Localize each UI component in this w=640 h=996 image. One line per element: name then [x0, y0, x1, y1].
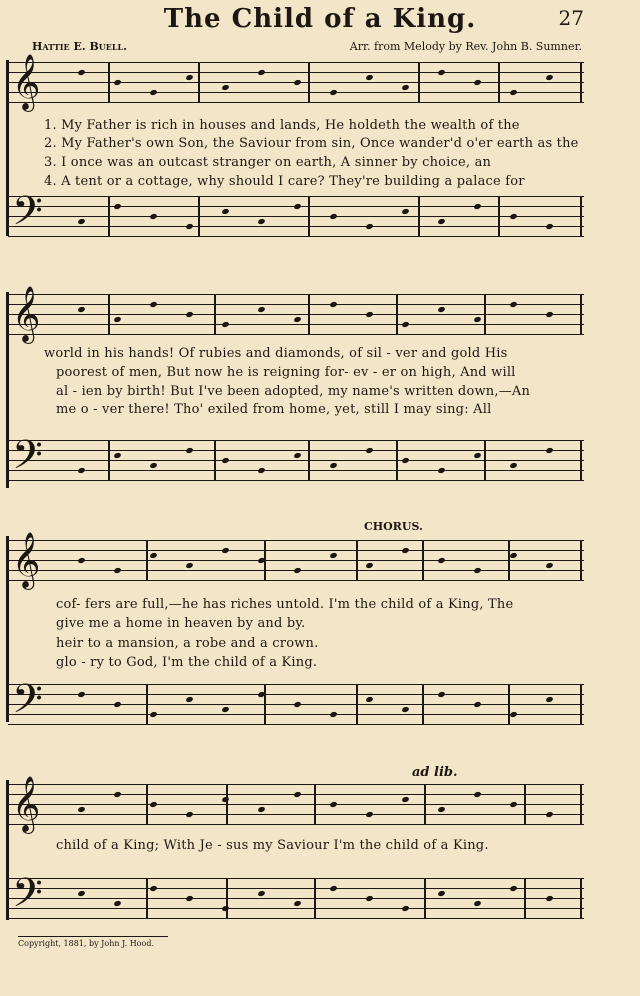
notehead: [293, 701, 301, 708]
notehead: [545, 895, 553, 902]
lyric-line: 3. I once was an outcast stranger on earth, A sinner by choice, an: [44, 155, 492, 170]
notehead: [365, 447, 373, 454]
notehead: [113, 567, 121, 574]
notehead: [113, 316, 121, 323]
notehead: [113, 791, 121, 798]
notehead: [365, 562, 373, 569]
notehead: [437, 806, 445, 813]
notehead: [257, 890, 265, 897]
notehead: [329, 885, 337, 892]
notehead: [221, 321, 229, 328]
notehead: [473, 316, 481, 323]
notehead: [257, 467, 265, 474]
notehead: [221, 796, 229, 803]
notehead: [149, 301, 157, 308]
notehead: [545, 811, 553, 818]
notehead: [437, 557, 445, 564]
bass-clef-icon: 𝄢: [12, 432, 43, 488]
notehead: [401, 706, 409, 713]
notehead: [329, 213, 337, 220]
notehead: [437, 691, 445, 698]
notehead: [77, 691, 85, 698]
ad-lib-marking: ad lib.: [412, 765, 458, 780]
notehead: [221, 84, 229, 91]
notehead: [401, 547, 409, 554]
notehead: [113, 900, 121, 907]
notehead: [329, 801, 337, 808]
notehead: [365, 696, 373, 703]
notehead: [149, 552, 157, 559]
notehead: [293, 791, 301, 798]
treble-clef-icon: 𝄞: [12, 532, 41, 588]
notehead: [509, 89, 517, 96]
notehead: [509, 552, 517, 559]
bass-staff: [8, 870, 584, 926]
notehead: [437, 69, 445, 76]
notehead: [185, 447, 193, 454]
treble-staff: [8, 286, 584, 342]
notehead: [401, 796, 409, 803]
notehead: [473, 701, 481, 708]
notehead: [545, 74, 553, 81]
lyric-line: world in his hands! Of rubies and diamonds, of sil - ver and gold His: [44, 346, 508, 361]
notehead: [545, 696, 553, 703]
notehead: [257, 218, 265, 225]
notehead: [113, 79, 121, 86]
notehead: [149, 89, 157, 96]
treble-staff: [8, 776, 584, 832]
notehead: [77, 806, 85, 813]
treble-staff: [8, 532, 584, 588]
notehead: [221, 457, 229, 464]
notehead: [509, 213, 517, 220]
notehead: [473, 79, 481, 86]
notehead: [329, 711, 337, 718]
hymn-title: The Child of a King.: [163, 4, 477, 34]
notehead: [365, 811, 373, 818]
notehead: [113, 701, 121, 708]
notehead: [365, 895, 373, 902]
notehead: [77, 557, 85, 564]
lyric-line: me o - ver there! Tho' exiled from home, yet, still I may sing: All: [56, 402, 492, 417]
notehead: [185, 811, 193, 818]
notehead: [545, 447, 553, 454]
notehead: [293, 452, 301, 459]
notehead: [509, 301, 517, 308]
treble-clef-icon: 𝄞: [12, 776, 41, 832]
notehead: [77, 218, 85, 225]
treble-clef-icon: 𝄞: [12, 286, 41, 342]
notehead: [149, 801, 157, 808]
notehead: [473, 791, 481, 798]
treble-staff: [8, 54, 584, 110]
notehead: [509, 711, 517, 718]
lyric-line: cof- fers are full,—he has riches untold. I'm the child of a King, The: [56, 597, 514, 612]
bass-staff: [8, 432, 584, 488]
notehead: [293, 203, 301, 210]
notehead: [149, 213, 157, 220]
notehead: [509, 885, 517, 892]
notehead: [257, 806, 265, 813]
notehead: [401, 905, 409, 912]
notehead: [257, 69, 265, 76]
lyric-line: heir to a mansion, a robe and a crown.: [56, 636, 319, 651]
notehead: [437, 306, 445, 313]
lyric-line: give me a home in heaven by and by.: [56, 616, 306, 631]
lyric-line: 1. My Father is rich in houses and lands, He holdeth the wealth of the: [44, 118, 520, 133]
notehead: [185, 895, 193, 902]
notehead: [329, 552, 337, 559]
notehead: [329, 301, 337, 308]
notehead: [185, 74, 193, 81]
notehead: [185, 562, 193, 569]
notehead: [293, 567, 301, 574]
notehead: [77, 306, 85, 313]
notehead: [473, 567, 481, 574]
lyric-line: poorest of men, But now he is reigning for- ev - er on high, And will: [56, 365, 516, 380]
notehead: [185, 223, 193, 230]
arranger-credit: Arr. from Melody by Rev. John B. Sumner.: [349, 40, 582, 53]
notehead: [257, 306, 265, 313]
notehead: [545, 223, 553, 230]
notehead: [509, 801, 517, 808]
page-number: 27: [558, 6, 584, 30]
notehead: [293, 900, 301, 907]
notehead: [329, 89, 337, 96]
treble-clef-icon: 𝄞: [12, 54, 41, 110]
notehead: [221, 905, 229, 912]
notehead: [293, 316, 301, 323]
notehead: [221, 706, 229, 713]
notehead: [437, 890, 445, 897]
notehead: [113, 203, 121, 210]
lyric-line: 4. A tent or a cottage, why should I care? They're building a palace for: [44, 174, 525, 189]
notehead: [113, 452, 121, 459]
notehead: [77, 890, 85, 897]
notehead: [149, 462, 157, 469]
notehead: [473, 452, 481, 459]
author-credit: Hattie E. Buell.: [32, 40, 127, 53]
notehead: [545, 311, 553, 318]
notehead: [149, 885, 157, 892]
notehead: [509, 462, 517, 469]
notehead: [185, 311, 193, 318]
notehead: [329, 462, 337, 469]
chorus-label: CHORUS.: [364, 520, 423, 533]
notehead: [473, 203, 481, 210]
copyright-notice: Copyright, 1881, by John J. Hood.: [18, 936, 168, 948]
lyric-line: 2. My Father's own Son, the Saviour from sin, Once wander'd o'er earth as the: [44, 136, 579, 151]
notehead: [149, 711, 157, 718]
notehead: [365, 74, 373, 81]
lyric-line: glo - ry to God, I'm the child of a King.: [56, 655, 318, 670]
lyric-line: al - ien by birth! But I've been adopted, my name's written down,—An: [56, 384, 531, 399]
bass-clef-icon: 𝄢: [12, 676, 43, 732]
notehead: [437, 467, 445, 474]
notehead: [365, 311, 373, 318]
notehead: [77, 69, 85, 76]
notehead: [221, 547, 229, 554]
notehead: [365, 223, 373, 230]
notehead: [401, 208, 409, 215]
bass-staff: [8, 676, 584, 732]
notehead: [221, 208, 229, 215]
notehead: [293, 79, 301, 86]
notehead: [473, 900, 481, 907]
notehead: [401, 321, 409, 328]
bass-clef-icon: 𝄢: [12, 188, 43, 244]
notehead: [401, 84, 409, 91]
notehead: [437, 218, 445, 225]
notehead: [185, 696, 193, 703]
notehead: [401, 457, 409, 464]
bass-clef-icon: 𝄢: [12, 870, 43, 926]
bass-staff: [8, 188, 584, 244]
notehead: [545, 562, 553, 569]
notehead: [77, 467, 85, 474]
lyric-line: child of a King; With Je - sus my Saviour I'm the child of a King.: [56, 838, 489, 853]
